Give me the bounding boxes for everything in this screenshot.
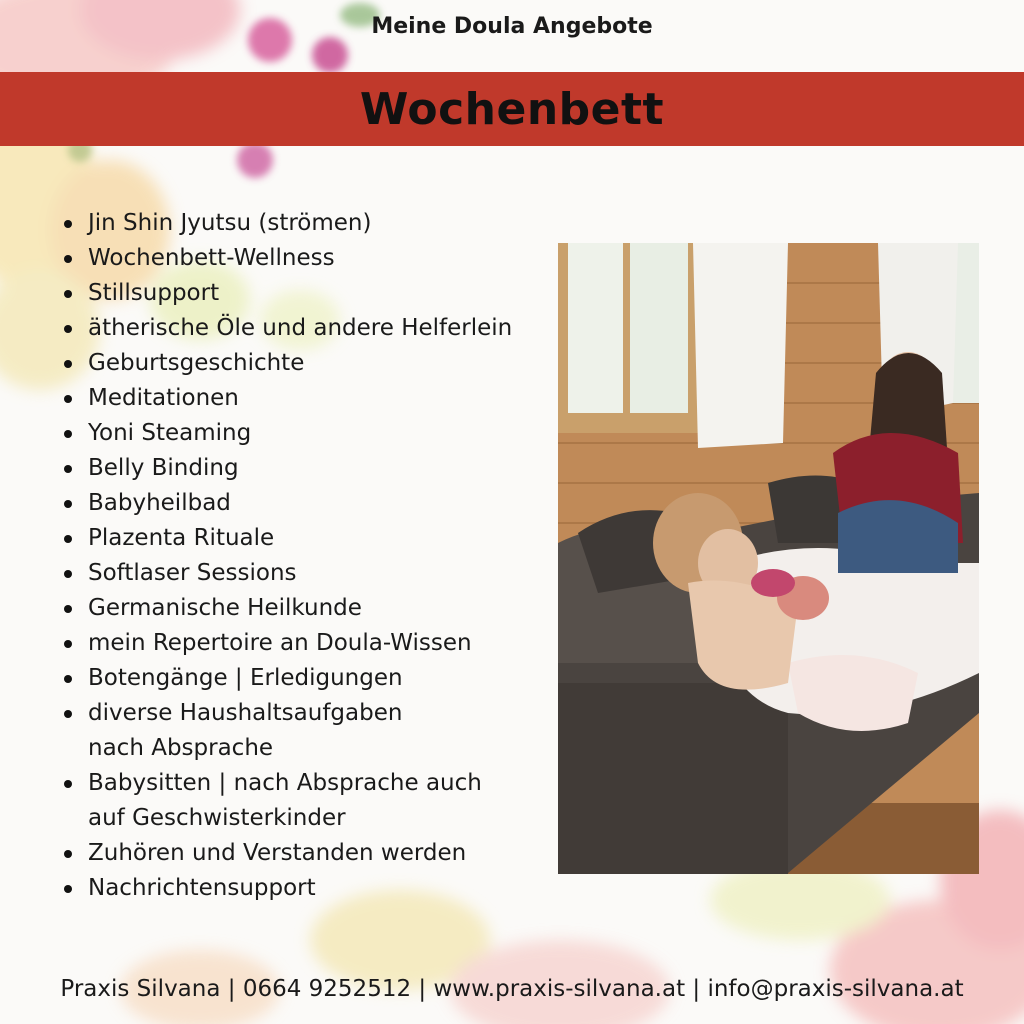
list-item: Softlaser Sessions: [62, 556, 552, 591]
page-title: Wochenbett: [359, 83, 665, 135]
list-item: mein Repertoire an Doula-Wissen: [62, 626, 552, 661]
list-item: Germanische Heilkunde: [62, 591, 552, 626]
list-item: Zuhören und Verstanden werden: [62, 836, 552, 871]
offer-list: [62, 206, 552, 906]
list-item: Plazenta Rituale: [62, 521, 552, 556]
contact-footer: Praxis Silvana | 0664 9252512 | www.praxis-silvana.at | info@praxis-silvana.at: [60, 976, 964, 1002]
list-item: Babysitten | nach Absprache auch auf Geschwisterkinder: [62, 766, 508, 836]
list-item: ätherische Öle und andere Helferlein: [62, 311, 552, 346]
list-item: Stillsupport: [62, 276, 552, 311]
list-item: diverse Haushaltsaufgaben nach Absprache: [62, 696, 428, 766]
list-item: Meditationen: [62, 381, 552, 416]
list-item: Wochenbett-Wellness: [62, 241, 552, 276]
list-item: Yoni Steaming: [62, 416, 552, 451]
title-banner: [0, 72, 1024, 146]
list-item: Babyheilbad: [62, 486, 552, 521]
list-item: Jin Shin Jyutsu (strömen): [62, 206, 552, 241]
list-item: Botengänge | Erledigungen: [62, 661, 552, 696]
list-item: Belly Binding: [62, 451, 552, 486]
list-item: Nachrichtensupport: [62, 871, 552, 906]
page-subtitle: Meine Doula Angebote: [371, 14, 653, 39]
list-item: Geburtsgeschichte: [62, 346, 552, 381]
photo-mother-breastfeeding-doula: [558, 243, 979, 874]
